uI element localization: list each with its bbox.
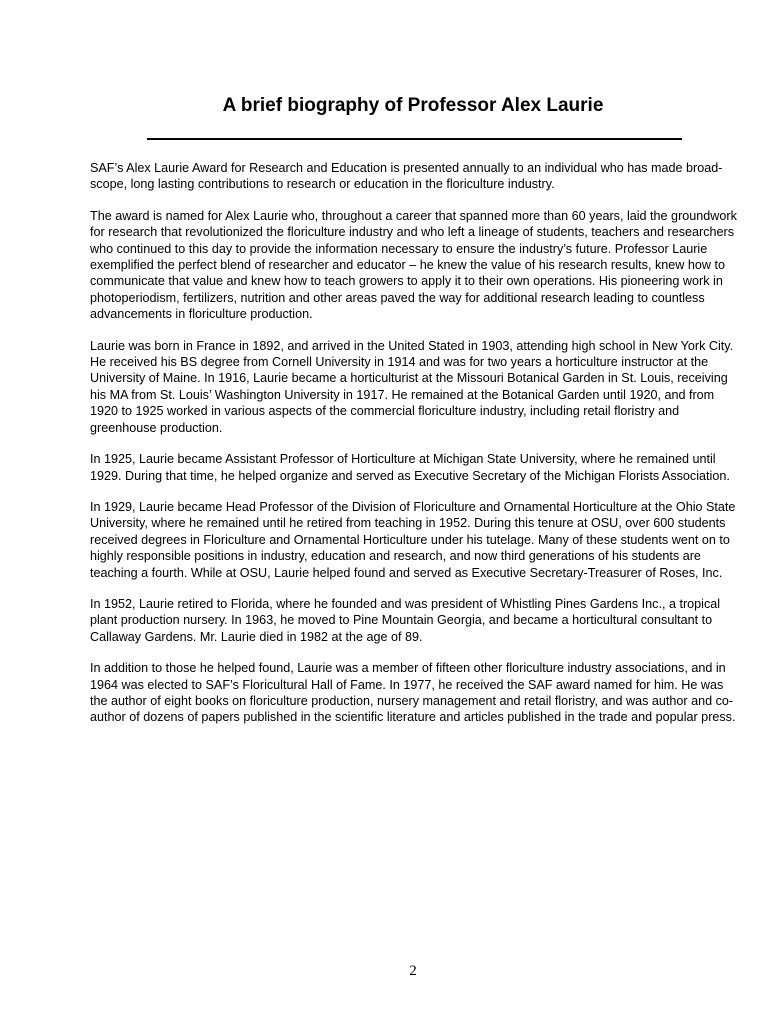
- paragraph-michigan-state: In 1925, Laurie became Assistant Professor of Horticulture at Michigan State University, where he remained until 1929. During that time, he helped organize and served as Executive Secretary of the Michigan Florists Association.: [90, 452, 730, 483]
- paragraph-early-life: Laurie was born in France in 1892, and arrived in the United Stated in 1903, attending high school in New York City. He received his BS degree from Cornell University in 1914 and was for two years a horticulture instructor at the University of Maine. In 1916, Laurie became a horticulturist at the Missouri Botanical Garden in St. Louis, receiving his MA from St. Louis’ Washington University in 1917. He remained at the Botanical Garden until 1920, and from 1920 to 1925 worked in various aspects of the commercial floriculture industry, including retail floristry and greenhouse production.: [90, 338, 734, 435]
- paragraph-award-intro: SAF’s Alex Laurie Award for Research and Education is presented annually to an individual who has made broad-scope, long lasting contributions to research or education in the floriculture industry.: [90, 161, 723, 192]
- paragraph-honors: In addition to those he helped found, Laurie was a member of fifteen other floriculture industry associations, and in 1964 was elected to SAF’s Floricultural Hall of Fame. In 1977, he received the SAF award named for him. He was the author of eight books on floriculture production, nursery management and retail floristry, and was author and co-author of dozens of papers published in the scientific literature and articles published in the trade and popular press.: [90, 661, 736, 725]
- paragraph-ohio-state: In 1929, Laurie became Head Professor of the Division of Floriculture and Ornamental Horticulture at the Ohio State University, where he remained until he retired from teaching in 1952. During this tenure at OSU, over 600 students received degrees in Floriculture and Ornamental Horticulture under his tutelage. Many of these students went on to highly responsible positions in industry, education and research, and now third generations of his students are teaching a fourth. While at OSU, Laurie helped found and served as Executive Secretary-Treasurer of Roses, Inc.: [90, 499, 736, 580]
- paragraph-award-naming: The award is named for Alex Laurie who, throughout a career that spanned more than 60 years, laid the groundwork for research that revolutionized the floriculture industry and who left a lineage of students, teachers and researchers who continued to this day to provide the information necessary to ensure the industry’s future. Professor Laurie exemplified the perfect blend of researcher and educator – he knew the value of his research results, knew how to communicate that value and knew how to teach growers to apply it to their own operations. His pioneering work in photoperiodism, fertilizers, nutrition and other areas paved the way for additional research leading to countless advancements in floriculture production.: [90, 208, 737, 322]
- page-title: A brief biography of Professor Alex Laurie: [222, 95, 604, 116]
- title-divider: [147, 138, 682, 140]
- paragraph-retirement: In 1952, Laurie retired to Florida, where he founded and was president of Whistling Pines Gardens Inc., a tropical plant production nursery. In 1963, he moved to Pine Mountain Georgia, and became a horticultural consultant to Callaway Gardens. Mr. Laurie died in 1982 at the age of 89.: [90, 596, 721, 644]
- biography-body: [90, 160, 742, 741]
- page-number: 2: [409, 963, 417, 979]
